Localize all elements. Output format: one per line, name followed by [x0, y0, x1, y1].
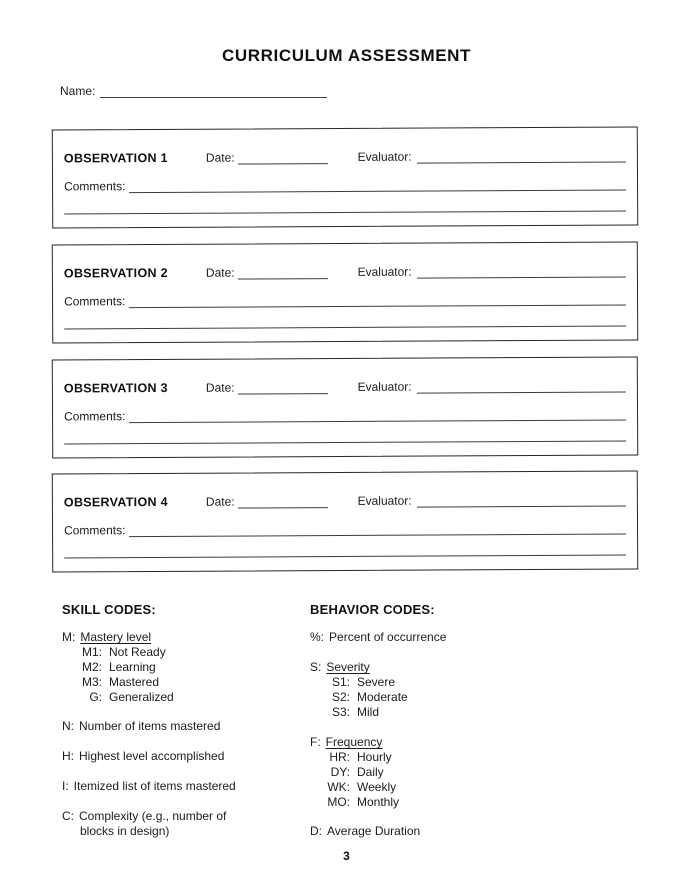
name-field-row [60, 84, 340, 98]
date-label: Date: [205, 150, 235, 165]
date-label: Date: [205, 494, 235, 509]
evaluator-blank-line [417, 503, 626, 508]
evaluator-blank-line [417, 159, 626, 164]
sub-code-s3: S3: Mild [331, 705, 380, 719]
observation-header-row [64, 379, 626, 396]
comments-label: Comments: [64, 179, 126, 194]
observation-box-3 [52, 356, 639, 458]
sub-code-hr: HR: Hourly [329, 750, 392, 764]
observation-header-row [64, 149, 626, 166]
date-blank-line [238, 504, 328, 508]
sub-code-label: Hourly [357, 750, 392, 764]
behavior-code-duration [310, 824, 550, 839]
code-letter: %: [310, 630, 325, 644]
comments-blank-line-2 [64, 555, 626, 559]
observation-box-2 [52, 241, 639, 343]
sub-code-label: Moderate [357, 690, 408, 704]
code-letter: H: [62, 749, 74, 763]
code-term: Frequency [325, 735, 383, 749]
comments-blank-line-2 [64, 211, 626, 215]
date-blank-line [238, 275, 328, 279]
code-term: Average Duration [327, 824, 421, 838]
code-term-continuation: blocks in design) [80, 824, 170, 838]
sub-code-label: Weekly [357, 780, 397, 794]
observation-title: OBSERVATION 2 [63, 265, 168, 281]
code-term: Number of items mastered [79, 719, 221, 733]
behavior-code-percent [310, 630, 550, 645]
observation-header-row [64, 264, 626, 281]
sub-code-label: Not Ready [109, 645, 166, 659]
sub-code-wk: WK: Weekly [327, 780, 397, 794]
code-letter: F: [310, 735, 321, 749]
observation-title: OBSERVATION 3 [63, 380, 168, 396]
sub-code-label: Monthly [357, 795, 400, 809]
code-letter: S: [310, 660, 322, 674]
comments-row [64, 407, 626, 424]
code-term: Mastery level [80, 630, 152, 644]
comments-blank-line [129, 417, 626, 424]
date-blank-line [238, 160, 328, 164]
observation-title: OBSERVATION 4 [63, 494, 168, 510]
comments-blank-line [129, 187, 626, 194]
sub-code-dy: DY: Daily [330, 765, 384, 779]
sub-code-label: Learning [109, 660, 156, 674]
sub-code-mo: MO: Monthly [327, 795, 400, 809]
skill-codes-heading: SKILL CODES: [62, 602, 156, 617]
sub-code-label: Mild [357, 705, 380, 719]
page-number: 3 [343, 849, 350, 863]
comments-blank-line [129, 302, 626, 309]
code-term: Severity [326, 660, 370, 674]
comments-row [64, 521, 626, 538]
sub-code-label: Daily [357, 765, 384, 779]
skill-codes-section [62, 602, 312, 839]
behavior-code-severity [310, 660, 550, 720]
comments-label: Comments: [64, 523, 126, 538]
code-letter: D: [310, 824, 322, 838]
skill-code-mastery [62, 630, 312, 705]
skill-code-complexity [62, 809, 312, 839]
behavior-code-frequency [310, 735, 550, 810]
code-term: Itemized list of items mastered [73, 779, 236, 793]
code-letter: C: [62, 809, 74, 823]
sub-code-m1: M1: Not Ready [81, 645, 166, 659]
skill-code-itemized [62, 779, 312, 794]
comments-blank-line-2 [64, 326, 626, 330]
comments-blank-line-2 [64, 441, 626, 445]
behavior-codes-heading: BEHAVIOR CODES: [310, 602, 435, 617]
evaluator-label: Evaluator: [357, 264, 412, 279]
date-blank-line [238, 390, 328, 394]
behavior-codes-section [310, 602, 550, 839]
sub-code-s1: S1: Severe [331, 675, 396, 689]
sub-code-m3: M3: Mastered [81, 675, 160, 689]
page-title: CURRICULUM ASSESSMENT [221, 46, 472, 65]
evaluator-label: Evaluator: [357, 149, 412, 164]
name-label: Name: [60, 84, 96, 98]
sub-code-label: Mastered [109, 675, 160, 689]
observation-box-1 [52, 126, 639, 228]
skill-code-number [62, 719, 312, 734]
sub-code-m2: M2: Learning [81, 660, 156, 674]
comments-label: Comments: [64, 409, 126, 424]
comments-blank-line [129, 531, 626, 538]
sub-code-label: Generalized [109, 690, 174, 704]
code-term: Complexity (e.g., number of blocks in design) [79, 809, 227, 838]
code-letter: N: [62, 719, 74, 733]
code-letter: I: [62, 779, 69, 793]
observation-header-row [64, 493, 626, 510]
date-label: Date: [205, 380, 235, 395]
code-term: Percent of occurrence [329, 630, 447, 644]
evaluator-label: Evaluator: [357, 379, 412, 394]
sub-code-s2: S2: Moderate [331, 690, 408, 704]
observation-title: OBSERVATION 1 [63, 150, 168, 166]
sub-code-label: Severe [357, 675, 396, 689]
code-term: Highest level accomplished [79, 749, 225, 763]
evaluator-label: Evaluator: [357, 493, 412, 508]
date-label: Date: [205, 265, 235, 280]
code-letter: M: [62, 630, 76, 644]
comments-row [64, 292, 626, 309]
comments-row [64, 177, 626, 194]
skill-code-highest [62, 749, 312, 764]
comments-label: Comments: [64, 294, 126, 309]
evaluator-blank-line [417, 274, 626, 279]
evaluator-blank-line [417, 389, 626, 394]
name-blank-line [100, 94, 327, 98]
observation-box-4 [52, 470, 639, 572]
sub-code-g: G: Generalized [89, 690, 174, 704]
